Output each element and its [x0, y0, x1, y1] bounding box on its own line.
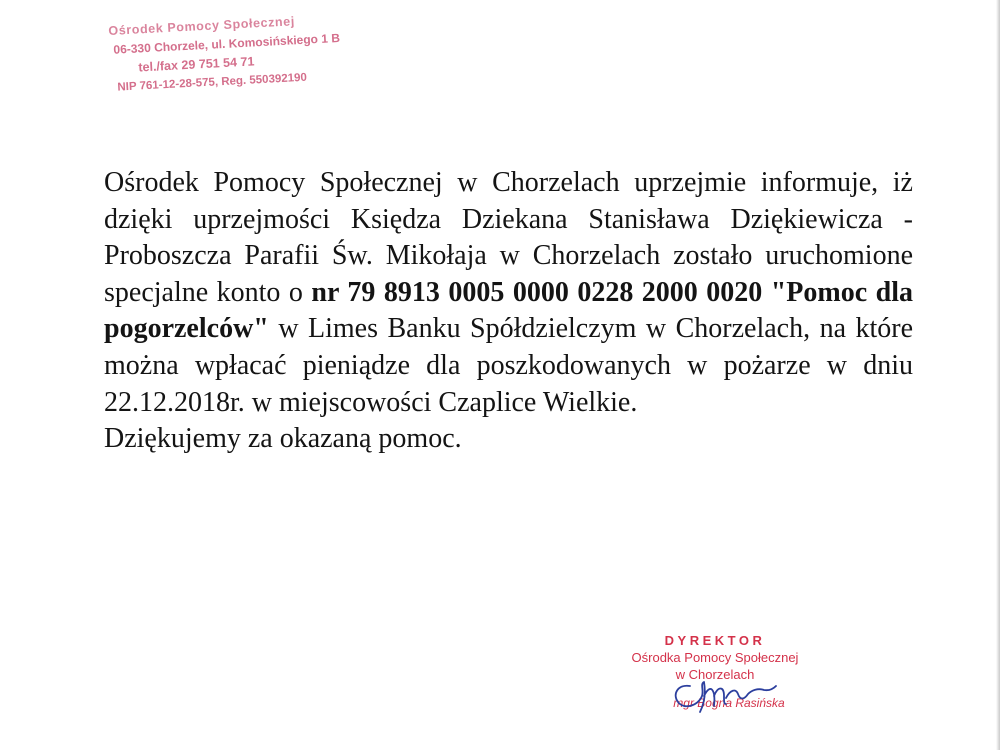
page-edge [996, 0, 1000, 750]
announcement-text-1: Ośrodek Pomocy Społecznej w Chorzelach uprzejmie informuje, iż dzięki uprzejmości Księdza Dziekana Stanisława Dziękiewicza -Proboszcza Parafii Św. Mikołaja w Chorzelach zostało uruchomione specjalne konto o [104, 167, 913, 308]
stamp-institution-name: Ośrodek Pomocy Społecznej [108, 14, 296, 38]
signatory-name: mgr Bogna Rasińska [673, 696, 785, 710]
announcement-paragraph [104, 165, 913, 421]
letter-body [104, 165, 913, 458]
stamp-phone: tel./fax 29 751 54 71 [138, 54, 255, 75]
signature-location: w Chorzelach [675, 667, 755, 682]
signature-title: DYREKTOR [664, 633, 766, 648]
handwritten-signature [668, 672, 778, 714]
signature-institution: Ośrodka Pomocy Społecznej [631, 650, 799, 665]
thanks-line: Dziękujemy za okazaną pomoc. [104, 423, 462, 455]
header-stamp [108, 9, 352, 97]
stamp-registration: NIP 761-12-28-575, Reg. 550392190 [117, 71, 308, 94]
announcement-text-2: w Limes Banku Spółdzielczym w Chorzelach, na które można wpłacać pieniądze dla poszkodowanych w pożarze w dniu 22.12.2018r. w miejscowości Czaplice Wielkie. [104, 313, 914, 418]
bank-account-number: nr 79 8913 0005 0000 0228 2000 0020 "Pomoc dla pogorzelców" [104, 276, 913, 345]
stamp-address: 06-330 Chorzele, ul. Komosińskiego 1 B [113, 30, 341, 57]
